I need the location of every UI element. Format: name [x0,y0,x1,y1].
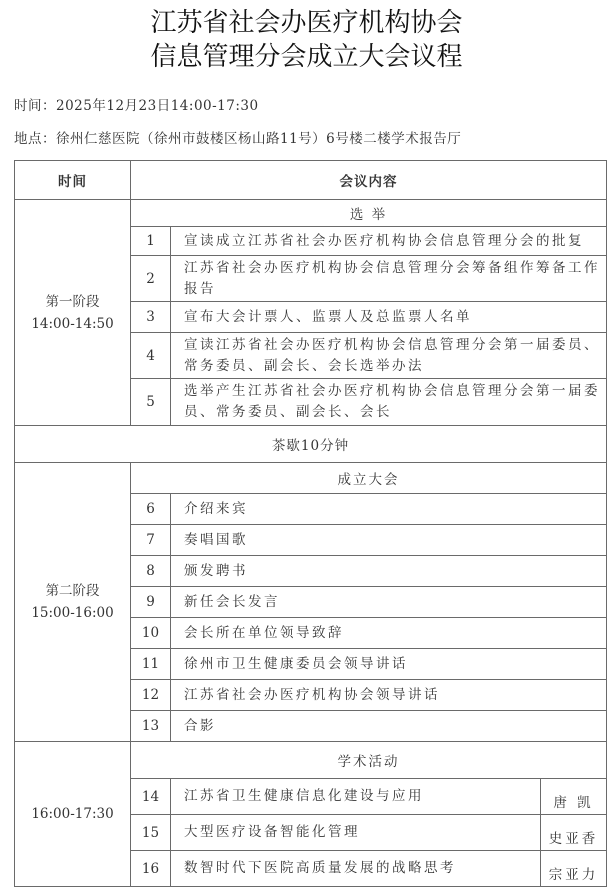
item-text: 颁发聘书 [171,556,607,587]
item-text: 宣布大会计票人、监票人及总监票人名单 [171,302,607,333]
tea-break: 茶歇10分钟 [15,426,607,463]
item-text: 江苏省卫生健康信息化建设与应用 [171,779,541,815]
item-number: 2 [131,256,171,302]
table-header-row [15,161,607,200]
meeting-time: 时间：2025年12月23日14:00-17:30 [14,98,259,114]
item-number: 9 [131,587,171,618]
item-number: 10 [131,618,171,649]
item-speaker: 唐 凯 [541,779,607,815]
stage1-time: 14:00-14:50 [31,315,114,332]
item-number: 3 [131,302,171,333]
document-title-line2: 信息管理分会成立大会议程 [150,42,463,72]
stage2-section-title: 成立大会 [131,463,607,494]
document-title-line1: 江苏省社会办医疗机构协会 [150,8,463,38]
stage3-section-title: 学术活动 [131,742,607,779]
header-content: 会议内容 [131,161,607,200]
item-text: 合影 [171,711,607,742]
stage2-time-cell [15,463,131,742]
item-speaker: 宗亚力 [541,851,607,887]
tea-break-row [15,426,607,463]
stage1-section-row [15,200,607,227]
item-number: 11 [131,649,171,680]
stage2-name: 第二阶段 [45,583,100,599]
item-text: 奏唱国歌 [171,525,607,556]
stage1-time-cell [15,200,131,426]
item-number: 5 [131,379,171,426]
item-number: 8 [131,556,171,587]
stage3-time-cell [15,742,131,887]
item-number: 14 [131,779,171,815]
item-number: 1 [131,227,171,256]
stage2-section-row [15,463,607,494]
header-time: 时间 [15,161,131,200]
item-text: 大型医疗设备智能化管理 [171,815,541,851]
item-text: 徐州市卫生健康委员会领导讲话 [171,649,607,680]
meeting-location: 地点：徐州仁慈医院（徐州市鼓楼区杨山路11号）6号楼二楼学术报告厅 [14,131,462,147]
item-text: 选举产生江苏省社会办医疗机构协会信息管理分会第一届委员、常务委员、副会长、会长 [171,379,607,426]
item-text: 江苏省社会办医疗机构协会信息管理分会筹备组作筹备工作报告 [171,256,607,302]
item-number: 15 [131,815,171,851]
item-text: 数智时代下医院高质量发展的战略思考 [171,851,541,887]
item-text: 宣读成立江苏省社会办医疗机构协会信息管理分会的批复 [171,227,607,256]
stage1-name: 第一阶段 [45,293,100,310]
stage2-time: 15:00-16:00 [31,605,114,621]
stage3-time: 16:00-17:30 [31,806,114,822]
item-number: 6 [131,494,171,525]
agenda-table [14,160,607,887]
stage1-section-title: 选 举 [131,200,607,227]
item-number: 7 [131,525,171,556]
item-text: 新任会长发言 [171,587,607,618]
item-text: 江苏省社会办医疗机构协会领导讲话 [171,680,607,711]
item-number: 16 [131,851,171,887]
item-speaker: 史亚香 [541,815,607,851]
item-number: 4 [131,333,171,379]
item-text: 宣读江苏省社会办医疗机构协会信息管理分会第一届委员、常务委员、副会长、会长选举办法 [171,333,607,379]
item-text: 介绍来宾 [171,494,607,525]
stage3-section-row [15,742,607,779]
item-number: 12 [131,680,171,711]
item-text: 会长所在单位领导致辞 [171,618,607,649]
item-number: 13 [131,711,171,742]
